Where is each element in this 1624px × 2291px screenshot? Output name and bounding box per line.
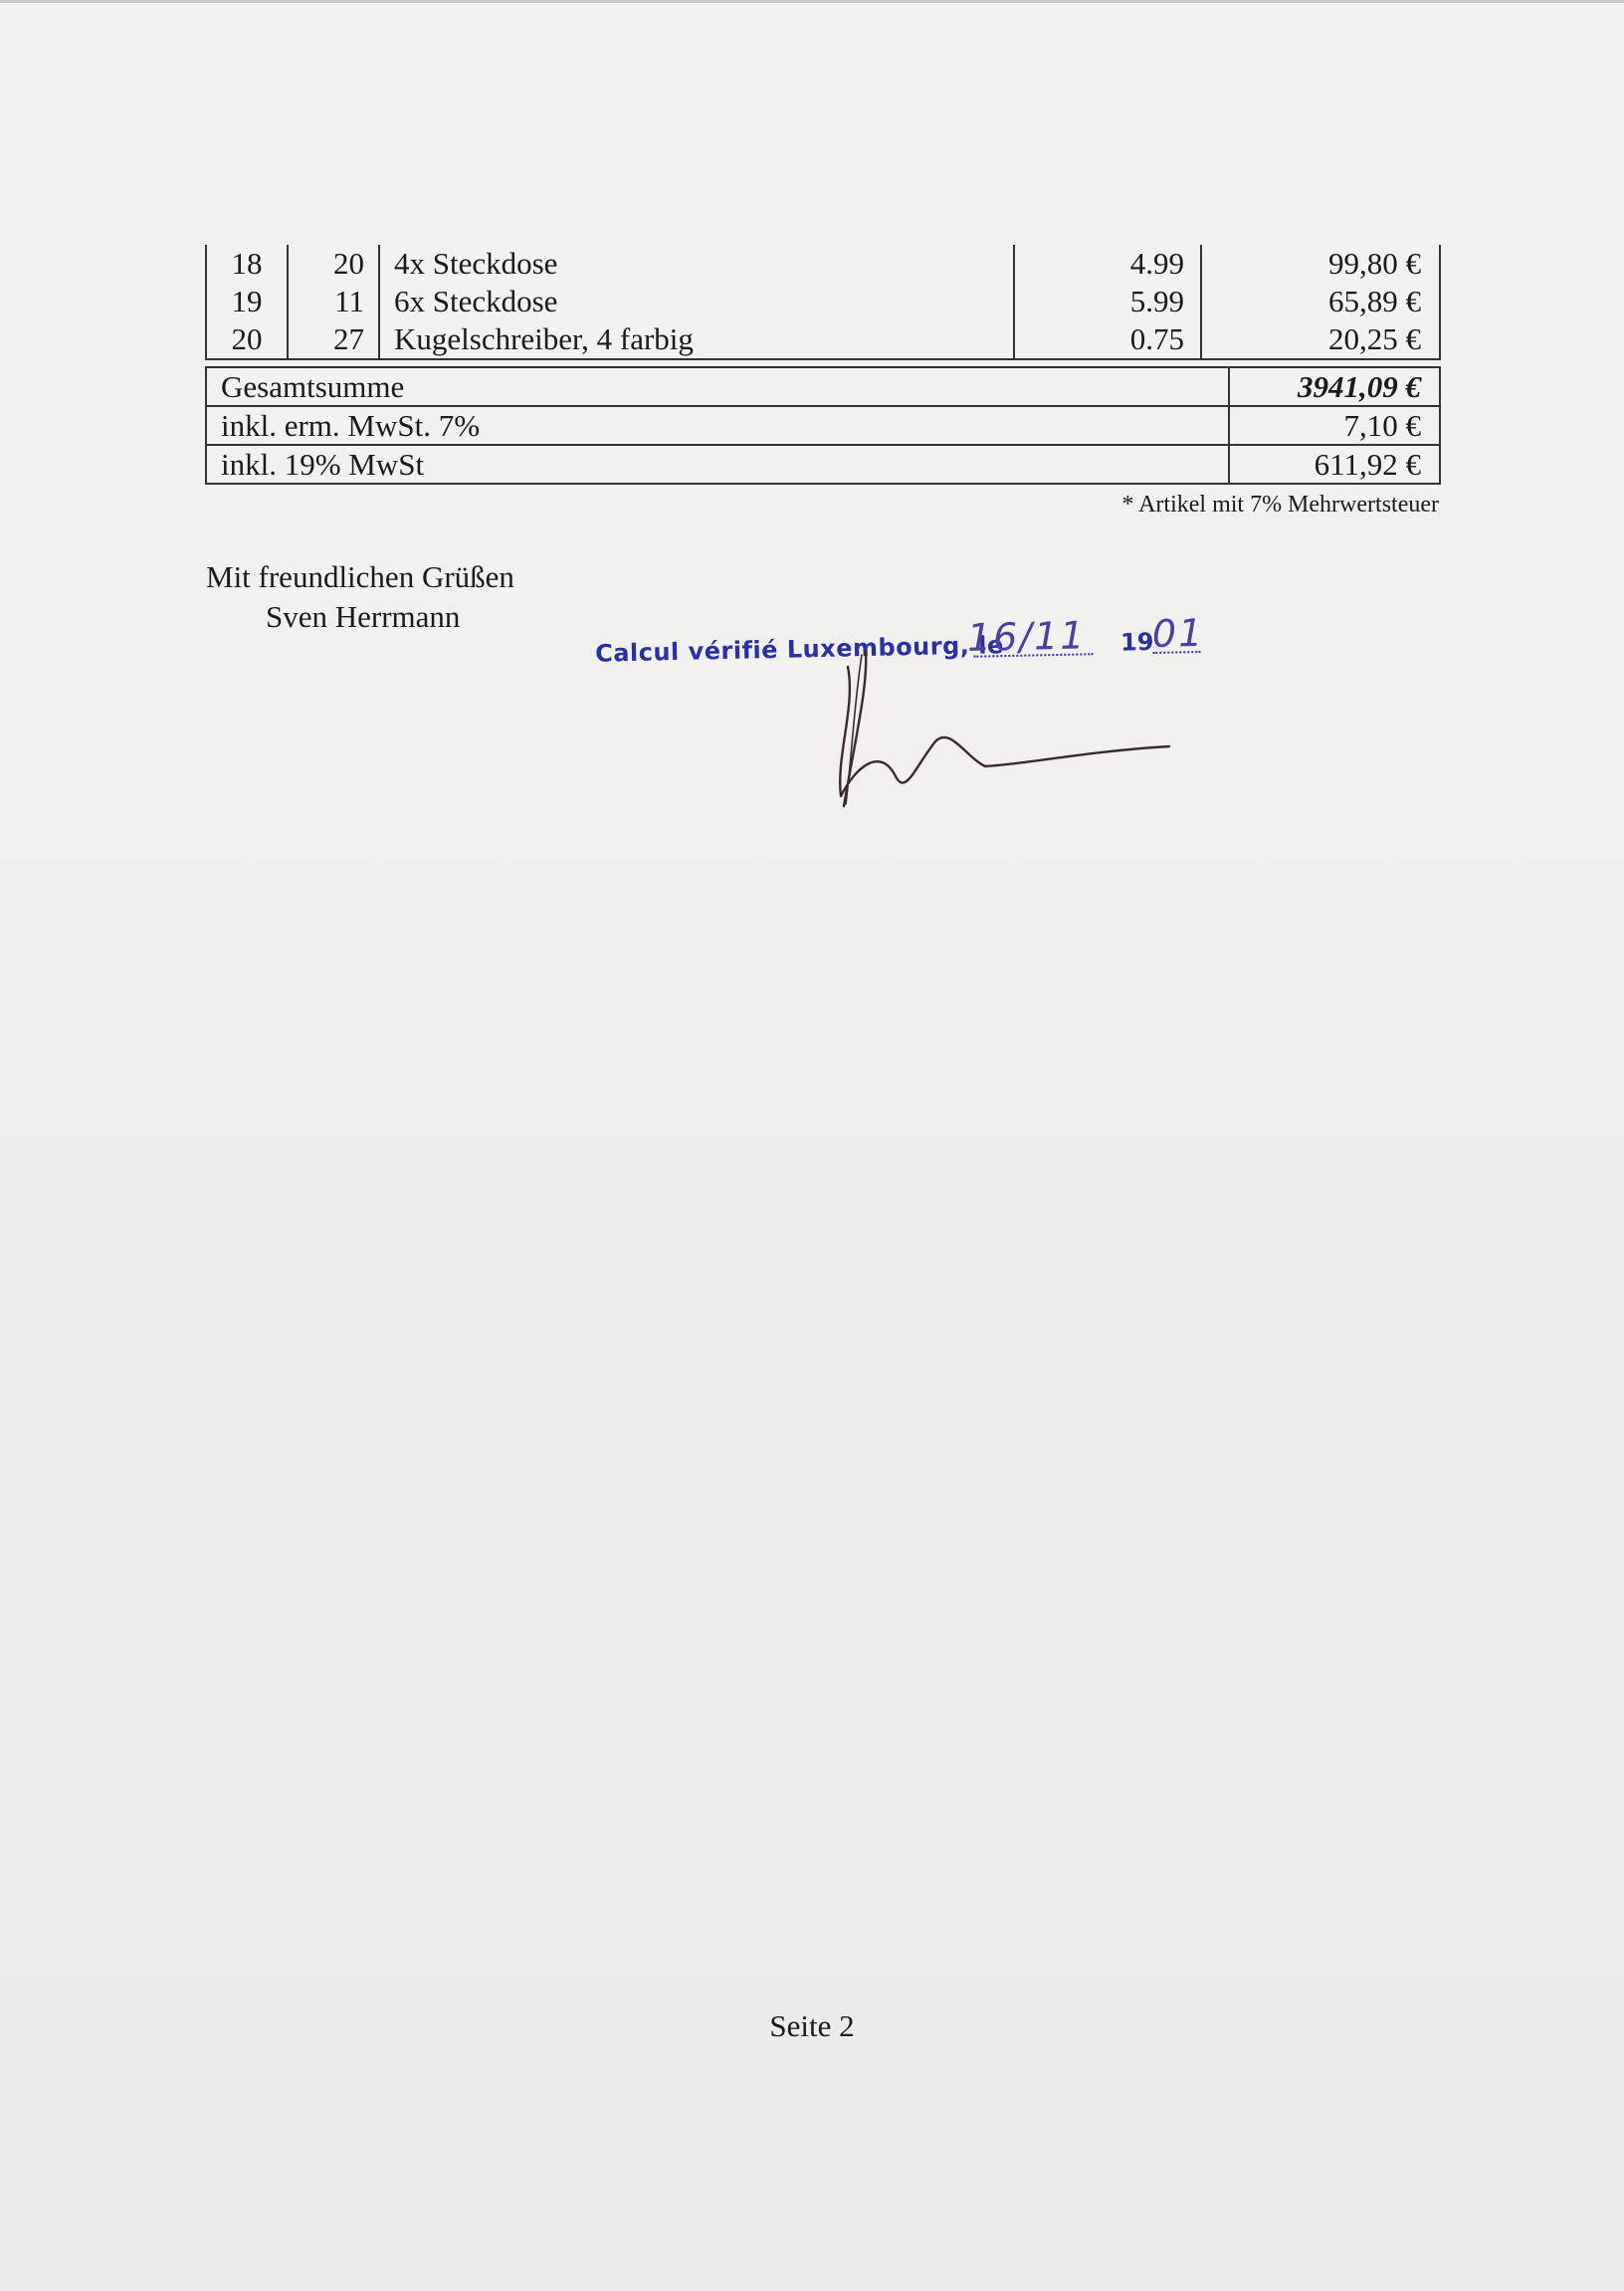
grand-total-row xyxy=(206,367,1440,406)
table-row xyxy=(206,320,1440,359)
item-total: 65,89 € xyxy=(1201,283,1440,320)
table-row xyxy=(206,283,1440,320)
table-row xyxy=(206,245,1440,283)
item-total: 20,25 € xyxy=(1201,320,1440,359)
scan-edge xyxy=(0,0,1624,3)
reduced-vat-value: 7,10 € xyxy=(1229,406,1440,445)
reduced-vat-label: inkl. erm. MwSt. 7% xyxy=(206,406,1229,445)
signature-icon xyxy=(826,647,1184,826)
page-number: Seite 2 xyxy=(769,2008,855,2043)
stamp-handwritten-year: 01 xyxy=(1151,610,1205,656)
items-table xyxy=(205,245,1441,360)
item-description: 6x Steckdose xyxy=(379,283,1014,320)
item-unit-price: 5.99 xyxy=(1014,283,1201,320)
item-quantity: 27 xyxy=(288,320,379,359)
sender-name: Sven Herrmann xyxy=(266,599,461,634)
item-unit-price: 4.99 xyxy=(1014,245,1201,283)
stamp-year-prefix: 19 xyxy=(1119,627,1154,657)
totals-table xyxy=(205,366,1441,485)
item-position: 20 xyxy=(206,320,288,359)
reduced-vat-row xyxy=(206,406,1440,445)
item-quantity: 11 xyxy=(288,283,379,320)
item-description: Kugelschreiber, 4 farbig xyxy=(379,320,1014,359)
vat-value: 611,92 € xyxy=(1229,445,1440,484)
grand-total-label: Gesamtsumme xyxy=(206,367,1229,406)
item-position: 18 xyxy=(206,245,288,283)
item-quantity: 20 xyxy=(288,245,379,283)
stamp-handwritten-date: 16/11 xyxy=(966,613,1087,660)
vat-row xyxy=(206,445,1440,484)
item-total: 99,80 € xyxy=(1201,245,1440,283)
item-position: 19 xyxy=(206,283,288,320)
footnote: * Artikel mit 7% Mehrwertsteuer xyxy=(1121,492,1439,518)
closing-block xyxy=(206,557,514,637)
closing-greeting: Mit freundlichen Grüßen xyxy=(206,559,514,594)
stamp-text: Calcul vérifié Luxembourg, le xyxy=(594,631,1004,668)
item-unit-price: 0.75 xyxy=(1014,320,1201,359)
item-description: 4x Steckdose xyxy=(379,245,1014,283)
vat-label: inkl. 19% MwSt xyxy=(206,445,1229,484)
grand-total-value: 3941,09 € xyxy=(1229,367,1440,406)
